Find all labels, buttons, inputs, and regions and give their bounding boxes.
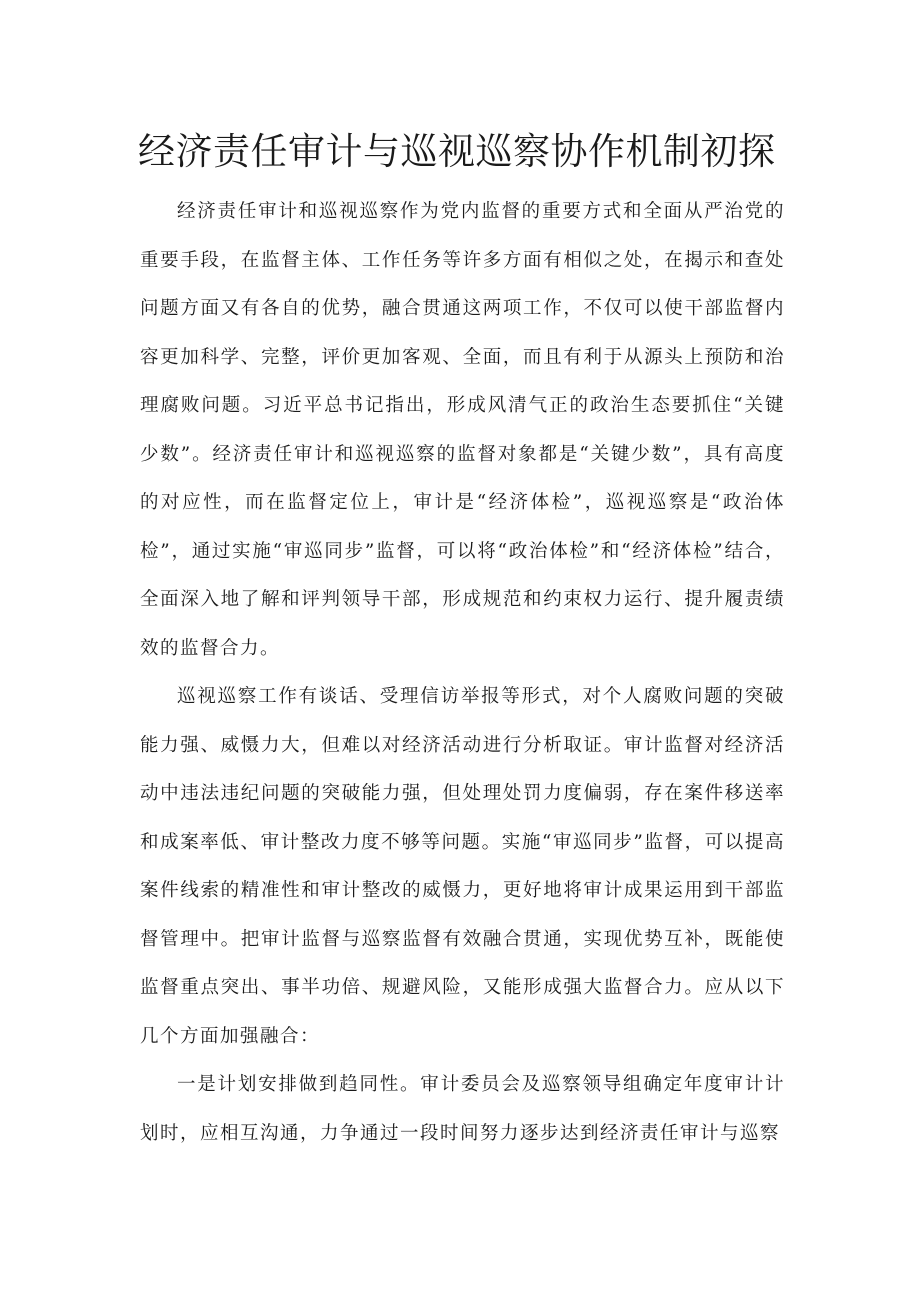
paragraph-3: 一是计划安排做到趋同性。审计委员会及巡察领导组确定年度审计计划时，应相互沟通，力争通过一段时间努力逐步达到经济责任审计与巡察 [140, 1074, 785, 1144]
paragraph-2: 巡视巡察工作有谈话、受理信访举报等形式，对个人腐败问题的突破能力强、威慑力大，但难以对经济活动进行分析取证。审计监督对经济活动中违法违纪问题的突破能力强，但处理处罚力度偏弱，存在案件移送率和成案率低、审计整改力度不够等问题。实施“审巡同步”监督，可以提高案件线索的精准性和审计整改的威慑力，更好地将审计成果运用到干部监督管理中。把审计监督与巡察监督有效融合贯通，实现优势互补，既能使监督重点突出、事半功倍、规避风险，又能形成强大监督合力。应从以下几个方面加强融合： [140, 686, 785, 1047]
paragraph-1: 经济责任审计和巡视巡察作为党内监督的重要方式和全面从严治党的重要手段，在监督主体、工作任务等许多方面有相似之处，在揭示和查处问题方面又有各自的优势，融合贯通这两项工作，不仅可以使干部监督内容更加科学、完整，评价更加客观、全面，而且有利于从源头上预防和治理腐败问题。习近平总书记指出，形成风清气正的政治生态要抓住“关键少数”。经济责任审计和巡视巡察的监督对象都是“关键少数”，具有高度的对应性，而在监督定位上，审计是“经济体检”，巡视巡察是“政治体检”，通过实施“审巡同步”监督，可以将“政治体检”和“经济体检”结合，全面深入地了解和评判领导干部，形成规范和约束权力运行、提升履责绩效的监督合力。 [140, 201, 785, 659]
document-body [140, 188, 785, 1158]
document-title: 经济责任审计与巡视巡察协作机制初探 [138, 130, 776, 173]
